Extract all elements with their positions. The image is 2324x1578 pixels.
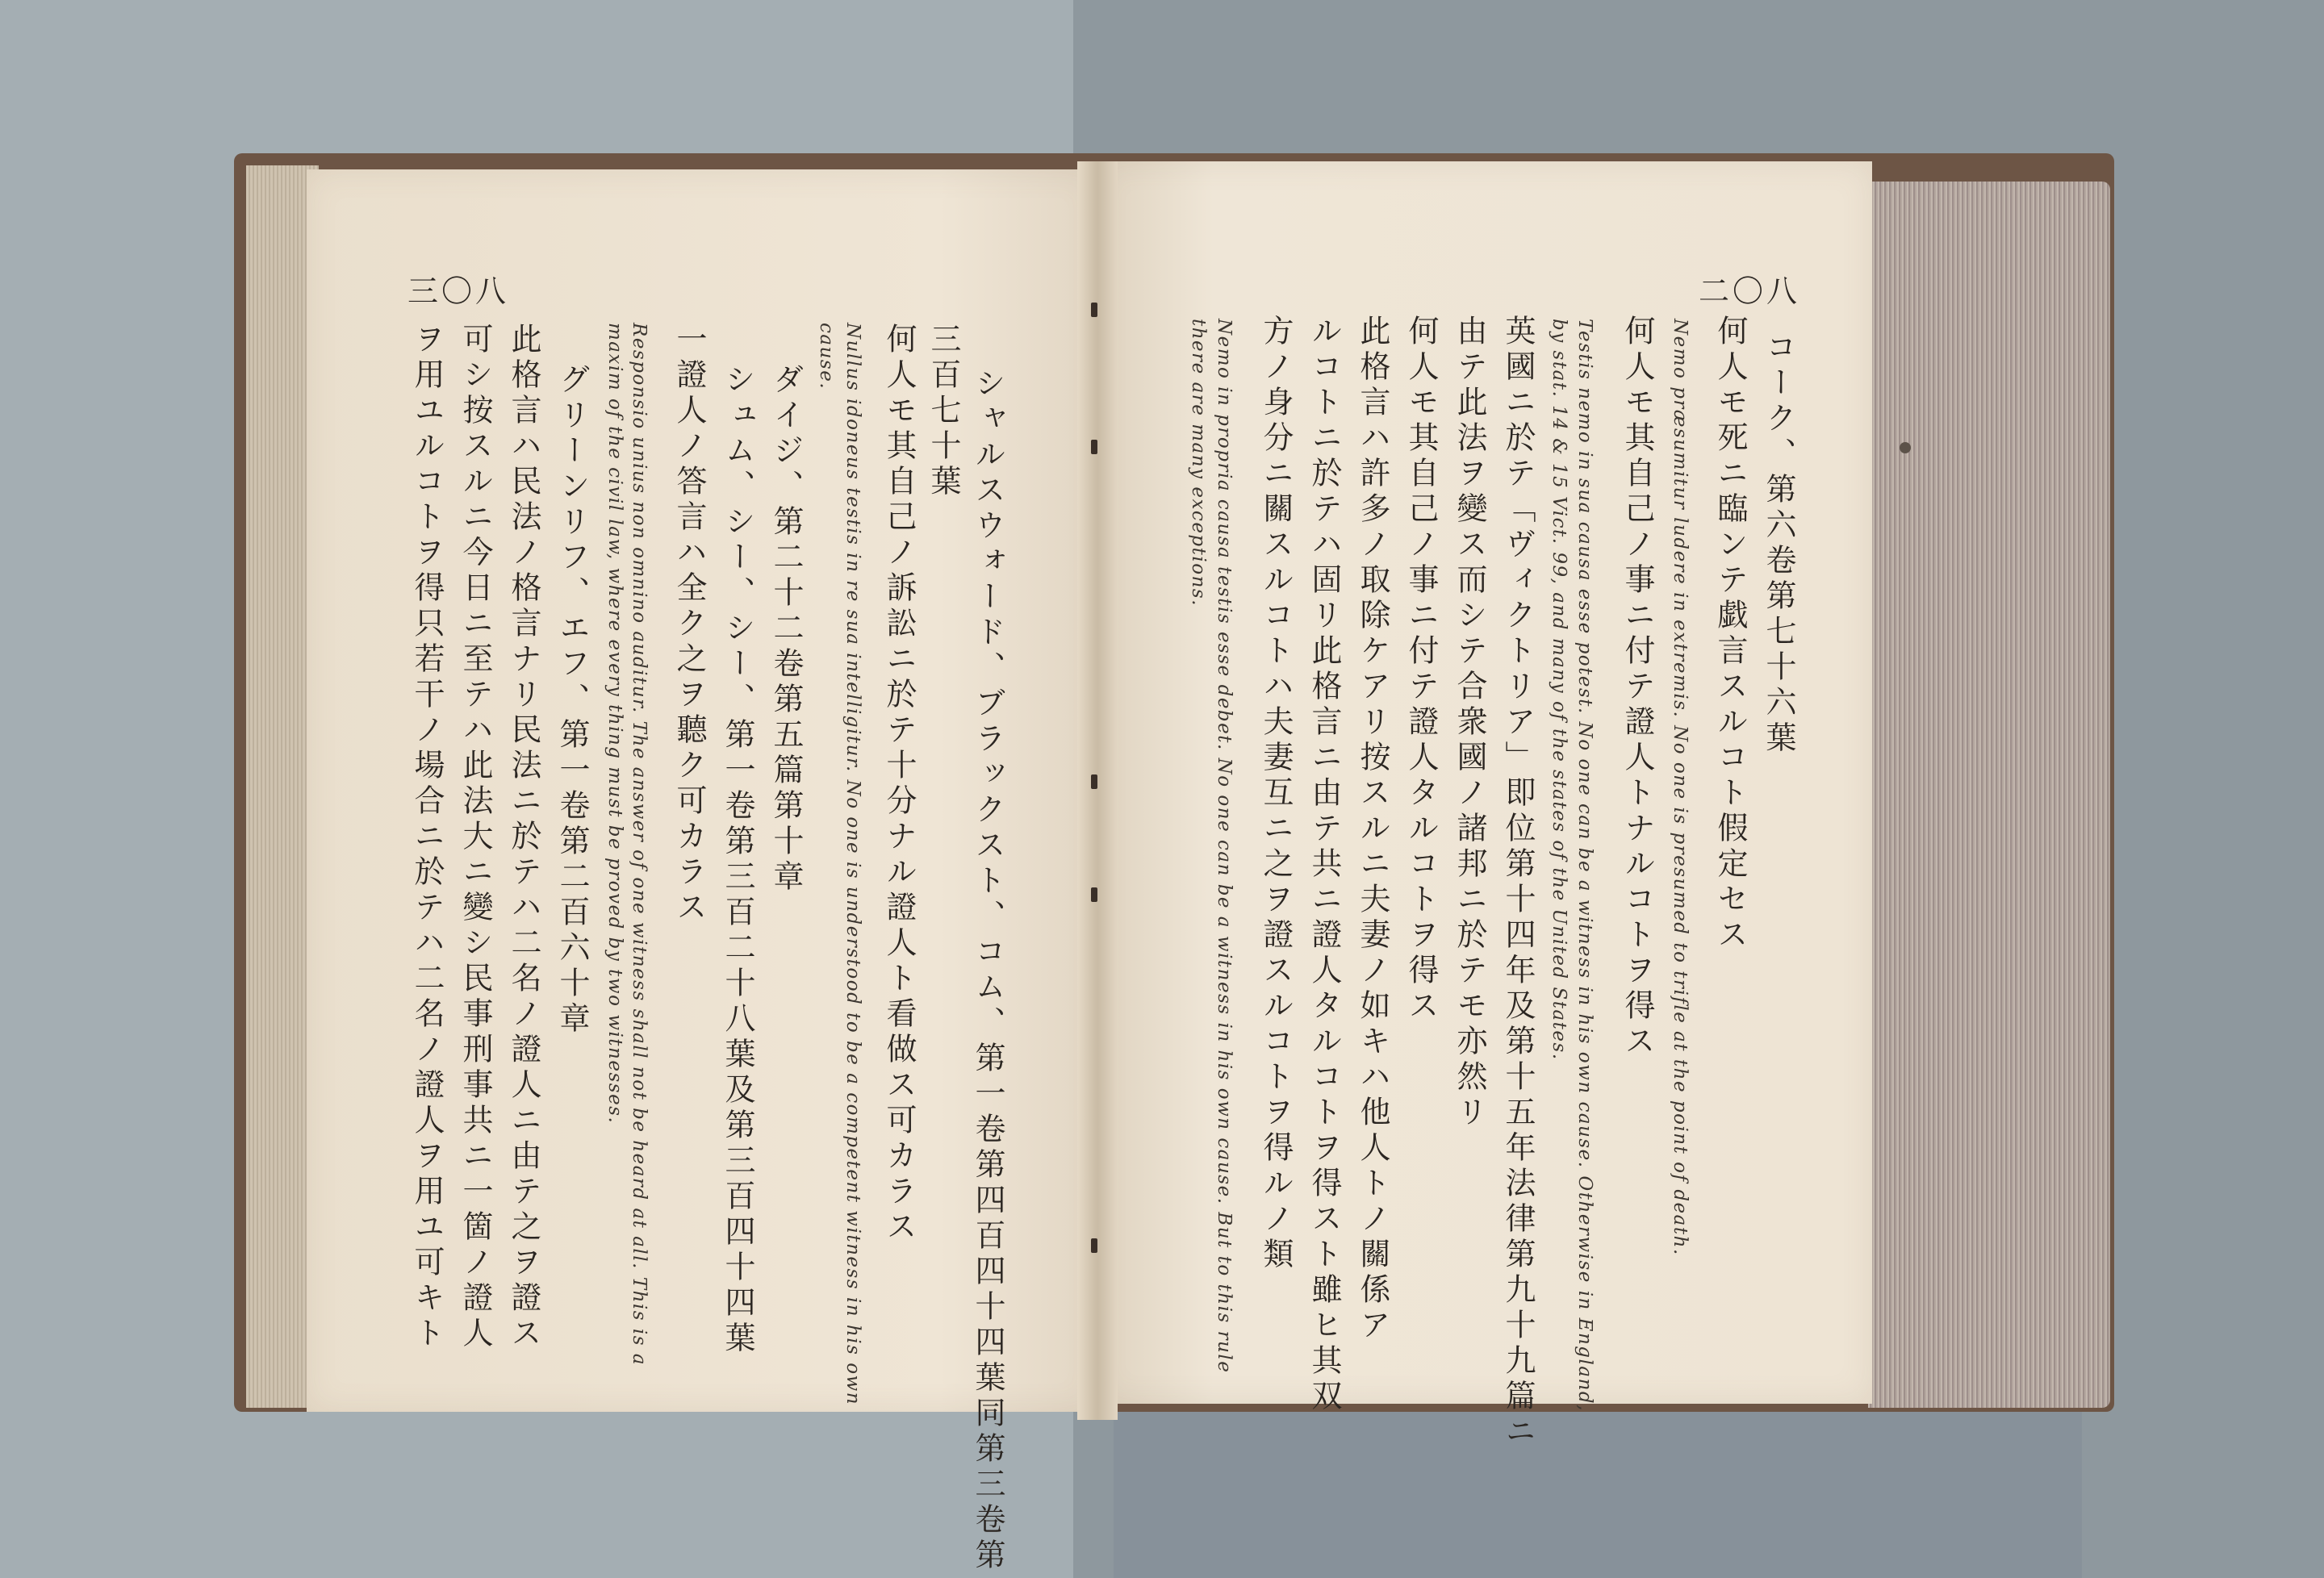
right-page-edges [1868, 182, 2110, 1408]
text-line: 可シ按スルニ今日ニ至テハ此法大ニ變シ民事刑事共ニ一箇ノ證人 [458, 323, 493, 1352]
text-line: シュム、シー、シー、第一卷第三百二十八葉及第三百四十四葉 [720, 363, 755, 1357]
text-line: コーク、第六卷第七十六葉 [1761, 331, 1796, 757]
english-line: Nemo præsumitur ludere in extremis. No one is presumed to trifle at the point of death. [1670, 319, 1691, 1256]
text-line: シャルスウォード、ブラックスト、コム、第一卷第四百四十四葉同第三卷第 [970, 367, 1005, 1574]
text-line: 此格言ハ民法ノ格言ナリ民法ニ於テハ二名ノ證人ニ由テ之ヲ證ス [506, 323, 541, 1352]
left-page-number: 三〇八 [408, 273, 510, 309]
binding-stitch [1091, 440, 1097, 454]
english-line: there are many exceptions. [1188, 319, 1209, 607]
binding-stitch [1091, 303, 1097, 317]
binding-stitch [1091, 887, 1097, 902]
english-line: maxim of the civil law, where every thing must be proved by two witnesses. [604, 323, 625, 1125]
text-line: 一證人ノ答言ハ全ク之ヲ聽ク可カラス [671, 323, 707, 926]
text-line: ヲ用ユルコトヲ得只若干ノ場合ニ於テハ二名ノ證人ヲ用ユ可キト [409, 323, 445, 1352]
book-gutter [1077, 161, 1118, 1420]
english-line: Testis nemo in sua causa esse potest. No one can be a witness in his own cause. Otherwise in England, [1574, 319, 1595, 1412]
text-line: ルコトニ於テハ固リ此格言ニ由テ共ニ證人タルコトヲ得スト雖ヒ其双 [1306, 315, 1342, 1415]
binding-stitch [1091, 1238, 1097, 1253]
english-line: Nullus idoneus testis in re sua intelligitur. No one is understood to be a competent witness in his own [842, 323, 863, 1406]
text-line: 方ノ身分ニ關スルコトハ夫妻互ニ之ヲ證スルコトヲ得ルノ類 [1258, 315, 1294, 1273]
punch-hole [1900, 442, 1911, 453]
text-line: 何人モ其自己ノ訴訟ニ於テ十分ナル證人ト看做ス可カラス [881, 323, 917, 1246]
text-line: 何人モ死ニ臨ンテ戯言スルコト假定セス [1712, 315, 1748, 954]
text-line: 英國ニ於テ「ヴィクトリア」即位第十四年及第十五年法律第九十九篇ニ [1500, 315, 1536, 1451]
text-line: 此格言ハ許多ノ取除ケアリ按スルニ夫妻ノ如キハ他人トノ關係ア [1355, 315, 1390, 1344]
text-line: 三百七十葉 [926, 323, 961, 500]
text-line: グリーンリフ、エフ、第一卷第二百六十章 [554, 363, 590, 1037]
english-line: cause. [816, 323, 837, 390]
binding-stitch [1091, 774, 1097, 789]
english-line: by stat. 14 & 15 Vict. 99, and many of the states of the United States. [1549, 319, 1570, 1061]
english-line: Nemo in propria causa testis esse debet. No one can be a witness in his own cause. But to this rule [1214, 319, 1235, 1374]
text-line: 由テ此法ヲ變ス而シテ合衆國ノ諸邦ニ於テモ亦然リ [1452, 315, 1487, 1131]
english-line: Responsio unius non omnino auditur. The answer of one witness shall not be heard at all. This is a [629, 323, 650, 1367]
text-line: ダイジ、第二十二卷第五篇第十章 [768, 363, 804, 895]
text-line: 何人モ其自己ノ事ニ付テ證人トナルコトヲ得ス [1620, 315, 1655, 1060]
text-line: 何人モ其自己ノ事ニ付テ證人タルコトヲ得ス [1403, 315, 1439, 1025]
right-page-number: 二〇八 [1699, 273, 1801, 309]
